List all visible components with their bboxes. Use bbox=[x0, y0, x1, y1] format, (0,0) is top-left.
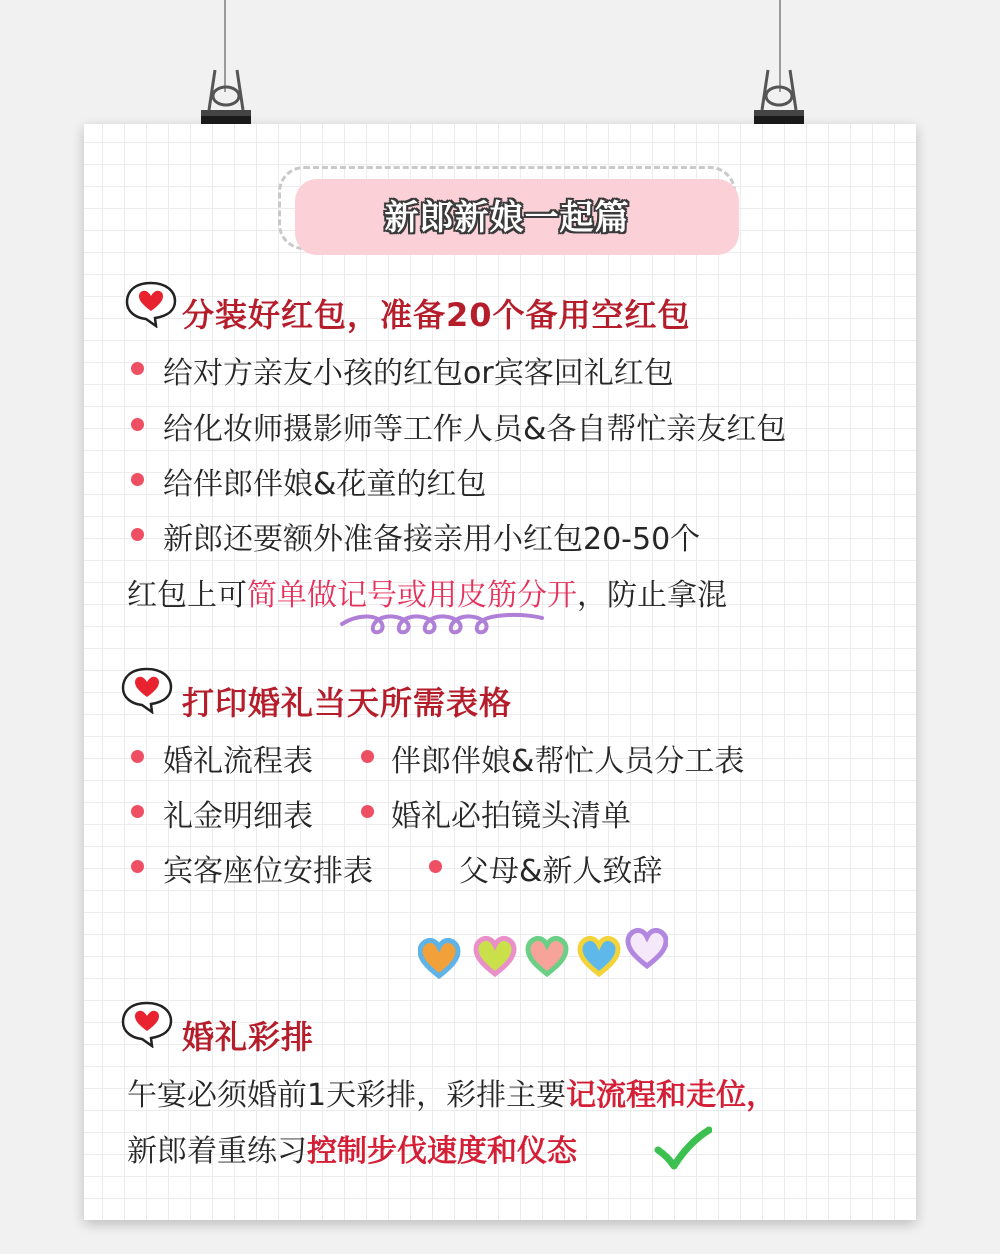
list-item: 给对方亲友小孩的红包or宾客回礼红包 bbox=[163, 356, 674, 391]
bullet-dot bbox=[131, 860, 144, 873]
note-highlight: 简单做记号或用皮筋分开 bbox=[247, 578, 577, 613]
rehearsal-line-1 bbox=[127, 1070, 776, 1114]
list-item: 给伴郎伴娘&花童的红包 bbox=[163, 467, 487, 502]
rehearsal-line-1-text: 午宴必须婚前1天彩排，彩排主要 bbox=[127, 1078, 567, 1113]
checkmark-icon bbox=[654, 1126, 712, 1170]
squiggle-underline-icon bbox=[338, 610, 546, 640]
list-item: 伴郎伴娘&帮忙人员分工表 bbox=[391, 744, 745, 779]
bullet-dot bbox=[131, 805, 144, 818]
title-badge bbox=[278, 166, 736, 250]
rehearsal-line-1-highlight: 记流程和走位， bbox=[566, 1078, 777, 1113]
page-title: 新郎新娘一起篇 bbox=[384, 198, 630, 238]
list-item: 婚礼必拍镜头清单 bbox=[391, 799, 631, 834]
rehearsal-line-2 bbox=[127, 1126, 577, 1170]
bullet-dot bbox=[131, 750, 144, 763]
heart-speech-bubble-icon bbox=[124, 280, 178, 328]
colorful-hearts-icon bbox=[418, 926, 668, 982]
bullet-dot bbox=[361, 750, 374, 763]
bullet-dot bbox=[429, 860, 442, 873]
list-item: 婚礼流程表 bbox=[163, 744, 313, 779]
bullet-dot bbox=[131, 473, 144, 486]
list-item: 新郎还要额外准备接亲用小红包20-50个 bbox=[163, 522, 701, 557]
section-heading: 分装好红包，准备20个备用空红包 bbox=[182, 296, 691, 334]
heart-speech-bubble-icon bbox=[120, 1000, 174, 1048]
note-prefix: 红包上可 bbox=[127, 578, 247, 613]
bullet-dot bbox=[131, 362, 144, 375]
list-item: 给化妆师摄影师等工作人员&各自帮忙亲友红包 bbox=[163, 412, 787, 447]
bullet-dot bbox=[131, 528, 144, 541]
bullet-dot bbox=[131, 418, 144, 431]
note-line bbox=[127, 570, 727, 614]
section-heading: 打印婚礼当天所需表格 bbox=[182, 684, 513, 722]
rehearsal-line-2-text: 新郎着重练习 bbox=[127, 1134, 307, 1169]
bullet-dot bbox=[361, 805, 374, 818]
section-heading: 婚礼彩排 bbox=[182, 1018, 315, 1056]
heart-speech-bubble-icon bbox=[120, 666, 174, 714]
list-item: 父母&新人致辞 bbox=[459, 854, 663, 889]
rehearsal-line-2-highlight: 控制步伐速度和仪态 bbox=[307, 1134, 577, 1169]
list-item: 礼金明细表 bbox=[163, 799, 313, 834]
note-suffix: ，防止拿混 bbox=[577, 578, 727, 613]
list-item: 宾客座位安排表 bbox=[163, 854, 373, 889]
